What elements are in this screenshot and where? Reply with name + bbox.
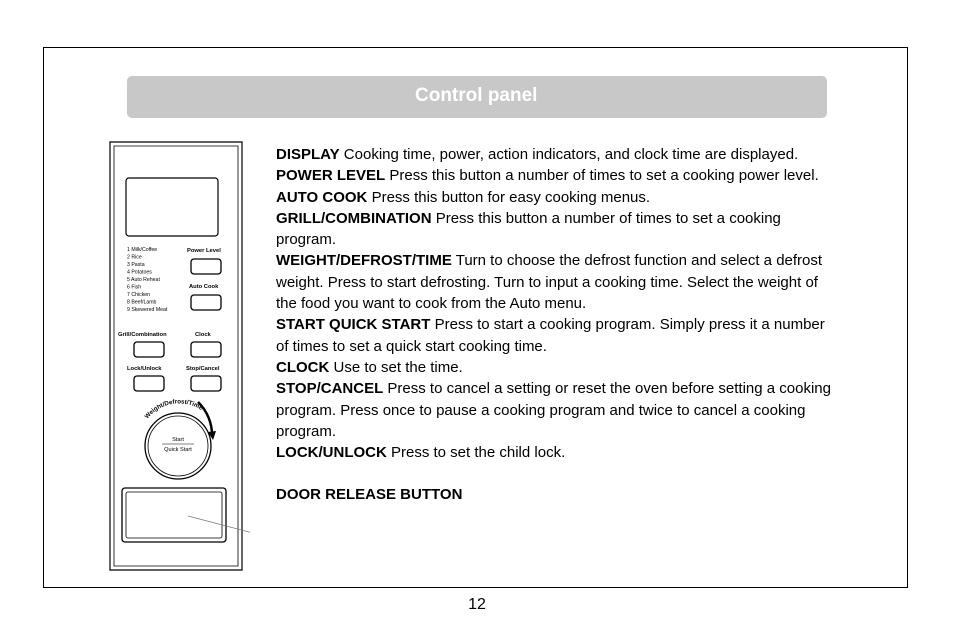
description-lock-unlock [276, 442, 836, 463]
term: START QUICK START [276, 316, 431, 334]
description-display [276, 144, 836, 165]
menu-item: 1 Milk/Coffee [127, 247, 158, 253]
stop-cancel-label: Stop/Cancel [186, 366, 220, 372]
menu-item: 4 Potatoes [127, 269, 152, 276]
description-power-level [276, 165, 836, 186]
description-stop-cancel [276, 378, 836, 442]
control-panel-illustration [100, 138, 250, 574]
lock-unlock-label: Lock/Unlock [127, 366, 162, 372]
term: POWER LEVEL [276, 167, 386, 185]
term: STOP/CANCEL [276, 380, 384, 398]
section-title: Control panel [415, 85, 538, 106]
definition: Press to cancel a setting or reset the oven before setting a cooking program. Press once to pause a cooking program and twice to cancel a cooking program. [276, 380, 831, 440]
quick-start-label: Quick Start [164, 447, 192, 453]
term: CLOCK [276, 358, 330, 376]
menu-item: 5 Auto Reheat [127, 277, 160, 283]
menu-item: 3 Pasta [127, 262, 145, 268]
auto-cook-button[interactable] [191, 295, 221, 310]
dial-arc-label: Weight/Defrost/Time [143, 398, 204, 421]
description-start-quick-start [276, 314, 836, 357]
definition: Press this button a number of times to set a cooking program. [276, 209, 781, 249]
menu-item: 9 Skewered Meat [127, 307, 168, 313]
description-clock [276, 357, 836, 378]
power-level-label: Power Level [187, 248, 221, 254]
power-level-button[interactable] [191, 259, 221, 274]
section-banner [127, 76, 827, 118]
stop-cancel-button[interactable] [191, 376, 221, 391]
page-number: 12 [468, 596, 486, 613]
display-window [126, 178, 218, 236]
weight-defrost-time-dial[interactable] [145, 413, 211, 479]
term: GRILL/COMBINATION [276, 209, 432, 227]
definition: Use to set the time. [329, 358, 463, 376]
start-label: Start [172, 437, 184, 443]
menu-item: 7 Chicken [127, 292, 151, 298]
menu-item: 8 Beef/Lamb [127, 299, 157, 306]
term: DISPLAY [276, 146, 340, 163]
door-release-label: DOOR RELEASE BUTTON [276, 486, 463, 504]
grill-combination-label: Grill/Combination [118, 332, 167, 338]
definition: Cooking time, power, action indicators, and clock time are displayed. [339, 146, 799, 163]
control-descriptions [276, 144, 836, 506]
definition: Press to set the child lock. [386, 444, 566, 462]
definition: Press this button for easy cooking menus. [367, 188, 651, 206]
door-release-button[interactable] [122, 488, 226, 542]
clock-button[interactable] [191, 342, 221, 357]
definition: Press this button a number of times to set a cooking power level. [385, 167, 819, 185]
clock-label: Clock [195, 332, 211, 338]
description-door-release [276, 484, 836, 505]
term: LOCK/UNLOCK [276, 444, 387, 462]
description-auto-cook [276, 187, 836, 208]
description-grill-combination [276, 208, 836, 251]
term: WEIGHT/DEFROST/TIME [276, 252, 452, 270]
lock-unlock-button[interactable] [134, 376, 164, 391]
description-weight-defrost-time [276, 250, 836, 314]
term: AUTO COOK [276, 188, 368, 206]
grill-combination-button[interactable] [134, 342, 164, 357]
auto-cook-label: Auto Cook [189, 284, 219, 290]
menu-item: 2 Rice [127, 254, 142, 261]
definition: Turn to choose the defrost function and select a defrost weight. Press to start defrosting. Turn to input a cooking time. Select the weight of the food you want to cook from the Auto menu. [276, 252, 823, 313]
menu-item: 6 Fish [127, 284, 142, 291]
definition: Press to start a cooking program. Simply press it a number of times to set a quick start cooking time. [276, 316, 825, 355]
